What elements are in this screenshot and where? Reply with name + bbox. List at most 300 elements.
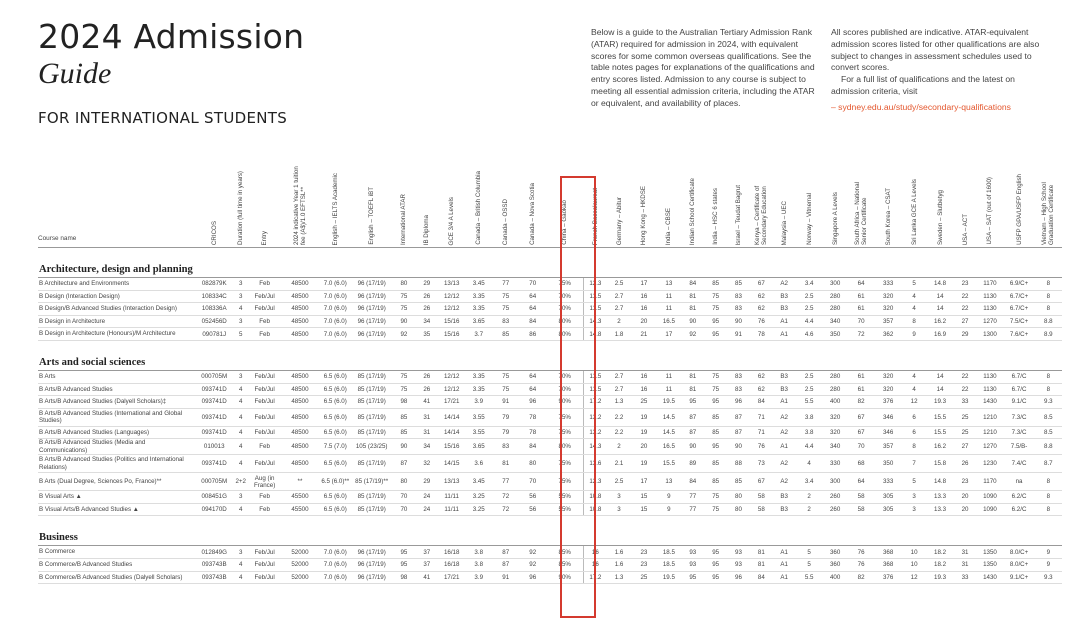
column-header-label: USA – ACT	[961, 213, 969, 245]
table-cell: 15.5	[927, 426, 954, 439]
table-cell: 8	[1035, 370, 1062, 383]
table-cell: 14	[927, 370, 954, 383]
table-cell: 12/12	[438, 290, 465, 303]
title-line1: 2024 Admission	[38, 17, 305, 56]
table-cell: 64	[519, 370, 546, 383]
table-cell: 81	[681, 370, 704, 383]
table-cell: 8.5	[1035, 426, 1062, 439]
table-body	[38, 248, 1062, 584]
table-cell: 48500	[280, 455, 320, 473]
table-cell: 83	[727, 383, 750, 396]
course-name-cell: B Arts (Dual Degree, Sciences Po, France)**	[38, 473, 196, 491]
column-header-label: Kenya – Certificate of Secondary Education	[754, 185, 769, 245]
table-cell: 48500	[280, 315, 320, 328]
table-cell: 70	[519, 473, 546, 491]
table-cell: 2.5	[796, 370, 823, 383]
table-cell: 14/14	[438, 408, 465, 426]
table-cell: 093743B	[196, 571, 232, 584]
table-cell: 362	[875, 328, 902, 341]
table-cell: 75%	[546, 455, 583, 473]
table-cell: 87	[681, 426, 704, 439]
table-cell: 1.6	[607, 558, 632, 571]
table-cell: 92	[519, 558, 546, 571]
column-header-label: International ATAR	[400, 193, 408, 245]
table-cell: 85	[704, 426, 727, 439]
table-cell: 1210	[976, 426, 1003, 439]
table-cell: 7.0 (6.0)	[320, 315, 351, 328]
table-cell: 093743B	[196, 558, 232, 571]
table-cell: 6.5 (6.0)	[320, 408, 351, 426]
table-cell: Feb/Jul	[249, 558, 280, 571]
table-cell: 360	[823, 546, 848, 559]
table-cell: 9	[656, 491, 681, 504]
table-cell: 10	[902, 558, 927, 571]
table-cell: 4	[232, 408, 249, 426]
table-cell: 4	[902, 303, 927, 316]
table-cell: 3.8	[465, 558, 492, 571]
table-cell: 3.7	[465, 328, 492, 341]
table-cell: 85 (17/19)	[351, 408, 393, 426]
course-name-cell: B Arts	[38, 370, 196, 383]
table-cell: 92	[681, 328, 704, 341]
table-cell: 95	[704, 315, 727, 328]
table-cell: 95	[704, 439, 727, 455]
table-cell: 17	[631, 473, 656, 491]
table-cell: 305	[875, 503, 902, 516]
course-name-cell: B Architecture and Environments	[38, 278, 196, 291]
table-cell: Feb/Jul	[249, 396, 280, 409]
table-cell: 3.45	[465, 278, 492, 291]
table-cell: 14	[927, 290, 954, 303]
table-row	[38, 473, 1062, 491]
table-cell: 3.25	[465, 503, 492, 516]
table-cell: 3.35	[465, 303, 492, 316]
table-cell: 19.5	[656, 396, 681, 409]
table-cell: 75	[704, 370, 727, 383]
table-cell: 17.2	[584, 571, 607, 584]
table-cell: 75	[492, 383, 519, 396]
table-cell: 17/21	[438, 396, 465, 409]
table-cell: 96	[519, 571, 546, 584]
column-header	[320, 160, 351, 248]
table-cell: 320	[823, 426, 848, 439]
table-cell: 2.2	[607, 408, 632, 426]
table-cell: 7	[902, 455, 927, 473]
table-cell: 85%	[546, 546, 583, 559]
table-cell: 80	[727, 503, 750, 516]
table-cell: 2.7	[607, 383, 632, 396]
table-cell: 093741D	[196, 408, 232, 426]
table-cell: 9	[656, 503, 681, 516]
table-cell: 1130	[976, 290, 1003, 303]
table-cell: 35	[415, 328, 438, 341]
table-cell: 093741D	[196, 396, 232, 409]
table-cell: 48500	[280, 370, 320, 383]
table-cell: 93	[681, 558, 704, 571]
table-cell: 27	[954, 315, 977, 328]
table-cell: 80%	[546, 439, 583, 455]
table-cell: 15	[631, 503, 656, 516]
table-cell: 094170D	[196, 503, 232, 516]
table-cell: 7.6/C+	[1003, 328, 1034, 341]
column-header-label: French Baccalaureat	[591, 187, 599, 245]
table-cell: 8.8	[1035, 315, 1062, 328]
table-cell: B3	[773, 370, 796, 383]
table-cell: 1.6	[607, 546, 632, 559]
table-cell: 11	[656, 290, 681, 303]
table-row	[38, 503, 1062, 516]
table-cell: 19	[631, 408, 656, 426]
table-cell: 64	[519, 303, 546, 316]
table-cell: 84	[681, 473, 704, 491]
table-cell: 7.5/C+	[1003, 315, 1034, 328]
table-cell: 37	[415, 558, 438, 571]
table-cell: 85 (17/19)	[351, 503, 393, 516]
table-cell: 67	[750, 278, 773, 291]
table-cell: 22	[954, 303, 977, 316]
table-row	[38, 315, 1062, 328]
table-cell: 3.6	[465, 455, 492, 473]
course-name-cell: B Visual Arts ▲	[38, 491, 196, 504]
table-cell: 23	[631, 558, 656, 571]
column-header-label: Norway – Vitnemal	[805, 193, 813, 245]
table-cell: 48500	[280, 396, 320, 409]
table-cell: 300	[823, 473, 848, 491]
table-cell: 16	[584, 546, 607, 559]
table-cell: 80%	[546, 315, 583, 328]
table-cell: 3.4	[796, 473, 823, 491]
table-cell: 1.3	[607, 571, 632, 584]
table-cell: 3	[232, 278, 249, 291]
column-header	[465, 160, 492, 248]
table-cell: 16/18	[438, 558, 465, 571]
table-cell: 91	[492, 571, 519, 584]
table-cell: 71	[750, 426, 773, 439]
table-cell: 84	[750, 396, 773, 409]
table-cell: 400	[823, 571, 848, 584]
table-cell: 4	[232, 396, 249, 409]
table-cell: 31	[954, 558, 977, 571]
table-cell: 15.8	[927, 455, 954, 473]
table-cell: 6.2/C	[1003, 491, 1034, 504]
table-cell: 19.3	[927, 571, 954, 584]
table-cell: 88	[727, 455, 750, 473]
table-cell: 8	[1035, 491, 1062, 504]
table-cell: 48500	[280, 303, 320, 316]
table-cell: 77	[681, 491, 704, 504]
table-cell: 80%	[546, 328, 583, 341]
table-cell: 93	[727, 558, 750, 571]
table-cell: 3.25	[465, 491, 492, 504]
column-header-label: English – TOEFL iBT	[368, 187, 376, 245]
table-cell: 1170	[976, 473, 1003, 491]
table-cell: 3.35	[465, 370, 492, 383]
table-cell: 4.6	[796, 328, 823, 341]
table-cell: 79	[492, 426, 519, 439]
table-cell: 8	[1035, 473, 1062, 491]
course-name-cell: B Commerce/B Advanced Studies (Dalyell Scholars)	[38, 571, 196, 584]
table-cell: 93	[681, 546, 704, 559]
table-cell: 6.5 (6.0)	[320, 455, 351, 473]
table-cell: 70	[519, 278, 546, 291]
table-cell: Feb/Jul	[249, 408, 280, 426]
table-cell: 23	[631, 546, 656, 559]
course-name-cell: B Design (Interaction Design)	[38, 290, 196, 303]
table-cell: A2	[773, 473, 796, 491]
table-cell: 52000	[280, 546, 320, 559]
column-header	[875, 160, 902, 248]
column-header	[656, 160, 681, 248]
table-cell: 2.1	[607, 455, 632, 473]
table-cell: B3	[773, 491, 796, 504]
column-header-label: India – CBSE	[665, 207, 673, 245]
table-cell: 55%	[546, 503, 583, 516]
table-cell: 6.5 (6.0)	[320, 503, 351, 516]
table-cell: 17	[631, 278, 656, 291]
table-cell: 4	[232, 383, 249, 396]
table-cell: 92	[392, 328, 415, 341]
table-cell: 6.5 (6.0)	[320, 426, 351, 439]
table-cell: 90	[727, 315, 750, 328]
table-cell: 7.5/B-	[1003, 439, 1034, 455]
table-cell: 87	[492, 558, 519, 571]
table-cell: 64	[848, 473, 875, 491]
table-cell: 75	[492, 303, 519, 316]
table-cell: 12/12	[438, 383, 465, 396]
table-cell: 2.7	[607, 303, 632, 316]
table-cell: 31	[954, 546, 977, 559]
table-cell: 64	[519, 290, 546, 303]
table-cell: 305	[875, 491, 902, 504]
table-cell: 7.0 (6.0)	[320, 290, 351, 303]
table-cell: 3.55	[465, 426, 492, 439]
table-cell: 75%	[546, 473, 583, 491]
table-cell: 95	[704, 571, 727, 584]
table-cell: 22	[954, 290, 977, 303]
table-cell: 10.8	[584, 503, 607, 516]
column-header: Course name	[38, 160, 196, 248]
table-row	[38, 328, 1062, 341]
table-row	[38, 546, 1062, 559]
header	[38, 18, 578, 127]
table-cell: 4.4	[796, 439, 823, 455]
table-cell: 320	[823, 408, 848, 426]
qualifications-link[interactable]: – sydney.edu.au/study/secondary-qualifications	[831, 101, 1011, 112]
table-cell: 14.5	[656, 408, 681, 426]
course-name-cell: B Arts/B Advanced Studies (Languages)	[38, 426, 196, 439]
table-cell: 3.9	[465, 571, 492, 584]
table-cell: 45500	[280, 503, 320, 516]
table-cell: 8	[902, 439, 927, 455]
table-cell: 95	[681, 396, 704, 409]
table-cell: 330	[823, 455, 848, 473]
table-cell: Aug (in France)	[249, 473, 280, 491]
table-cell: 96 (17/19)	[351, 303, 393, 316]
table-cell: 18.2	[927, 546, 954, 559]
table-cell: 9.1/C	[1003, 396, 1034, 409]
table-cell: 280	[823, 370, 848, 383]
table-cell: Feb/Jul	[249, 290, 280, 303]
table-cell: 52000	[280, 558, 320, 571]
table-cell: 2.5	[796, 303, 823, 316]
table-cell: 6.7/C	[1003, 370, 1034, 383]
column-header-label: Singapore A Levels	[831, 192, 839, 245]
table-cell: 008451G	[196, 491, 232, 504]
table-cell: Feb/Jul	[249, 303, 280, 316]
table-cell: 6.5 (6.0)	[320, 491, 351, 504]
table-cell: Feb	[249, 278, 280, 291]
table-cell: 7.3/C	[1003, 426, 1034, 439]
table-cell: 85	[704, 473, 727, 491]
table-cell: 95	[681, 571, 704, 584]
table-cell: 16/18	[438, 546, 465, 559]
table-cell: 300	[823, 278, 848, 291]
table-cell: 84	[750, 571, 773, 584]
table-cell: 5	[232, 328, 249, 341]
table-cell: 80	[392, 473, 415, 491]
table-cell: 78	[750, 328, 773, 341]
table-cell: Feb	[249, 503, 280, 516]
column-header	[249, 160, 280, 248]
table-cell: Feb	[249, 328, 280, 341]
table-cell: 4.4	[796, 315, 823, 328]
intro-text: Below is a guide to the Australian Tertiary Admission Rank (ATAR) required for admission in 2024, with equivalent scores for some common overseas qualifications. See the table notes pages for explanations of the qualifications and entry scores listed. Admission to any course is subject to meeting all essential admission criteria, including the ATAR or equivalent, and availability of places.	[591, 27, 815, 108]
table-cell: 83	[492, 315, 519, 328]
table-cell: 70%	[546, 290, 583, 303]
table-cell: 2	[796, 491, 823, 504]
table-cell: 1130	[976, 303, 1003, 316]
table-cell: 78	[519, 408, 546, 426]
table-cell: 082879K	[196, 278, 232, 291]
table-cell: 85	[492, 328, 519, 341]
table-cell: 13	[656, 473, 681, 491]
table-cell: 20	[631, 439, 656, 455]
table-cell: 3	[232, 546, 249, 559]
table-cell: 13/13	[438, 278, 465, 291]
course-name-cell: B Arts/B Advanced Studies (Dalyell Scholars)‡	[38, 396, 196, 409]
column-header	[902, 160, 927, 248]
table-cell: 75	[392, 290, 415, 303]
section-heading: Architecture, design and planning	[38, 253, 1062, 278]
notes	[831, 27, 1046, 114]
column-header	[976, 160, 1003, 248]
table-cell: 17/21	[438, 571, 465, 584]
table-cell: 5	[796, 546, 823, 559]
table-cell: 357	[875, 315, 902, 328]
table-cell: 29	[954, 328, 977, 341]
table-cell: 6.5 (6.0)	[320, 383, 351, 396]
table-cell: 48500	[280, 290, 320, 303]
column-header	[773, 160, 796, 248]
table-cell: 4	[232, 571, 249, 584]
table-cell: 8	[1035, 290, 1062, 303]
table-cell: 15/16	[438, 439, 465, 455]
table-cell: 70%	[546, 383, 583, 396]
table-cell: 22	[954, 383, 977, 396]
table-cell: 7.0 (6.0)	[320, 303, 351, 316]
table-cell: 21	[631, 328, 656, 341]
table-cell: 78	[519, 426, 546, 439]
table-cell: 85 (17/19)	[351, 383, 393, 396]
table-cell: 33	[954, 396, 977, 409]
table-cell: 8	[1035, 278, 1062, 291]
table-cell: 61	[848, 303, 875, 316]
table-cell: 90	[681, 315, 704, 328]
table-cell: 4	[232, 426, 249, 439]
table-cell: 3.35	[465, 290, 492, 303]
notes-paragraph-2: For a full list of qualifications and the latest on admission criteria, visit	[831, 74, 1015, 96]
table-cell: 3	[607, 503, 632, 516]
table-cell: 093741D	[196, 426, 232, 439]
table-row	[38, 290, 1062, 303]
column-header-label: South Korea – CSAT	[884, 187, 892, 245]
table-cell: 3.55	[465, 408, 492, 426]
column-header	[232, 160, 249, 248]
table-cell: 14.3	[584, 439, 607, 455]
table-cell: 56	[519, 503, 546, 516]
table-cell: 12/12	[438, 370, 465, 383]
table-cell: 16.2	[927, 439, 954, 455]
table-cell: 2.5	[796, 290, 823, 303]
column-header-label: Germany – Abitur	[615, 196, 623, 245]
table-cell: 87	[727, 426, 750, 439]
column-header	[823, 160, 848, 248]
table-cell: 368	[875, 558, 902, 571]
table-cell: 31	[415, 426, 438, 439]
table-cell: 320	[875, 303, 902, 316]
table-cell: 81	[750, 558, 773, 571]
table-cell: 19.5	[656, 571, 681, 584]
table-cell: 9.3	[1035, 571, 1062, 584]
table-cell: 9	[902, 328, 927, 341]
table-cell: 12	[902, 396, 927, 409]
table-cell: 82	[848, 396, 875, 409]
table-cell: 3.9	[465, 396, 492, 409]
table-cell: 95	[704, 546, 727, 559]
column-header	[280, 160, 320, 248]
column-header	[750, 160, 773, 248]
table-cell: 14.8	[927, 473, 954, 491]
table-cell: 280	[823, 383, 848, 396]
table-cell: 6.7/C+	[1003, 303, 1034, 316]
table-cell: 9	[1035, 546, 1062, 559]
table-cell: A2	[773, 455, 796, 473]
table-cell: 010013	[196, 439, 232, 455]
column-header-label: GCE 3/4 A Levels	[448, 196, 456, 245]
table-cell: 76	[750, 439, 773, 455]
table-cell: 98	[392, 396, 415, 409]
table-cell: 62	[750, 383, 773, 396]
table-cell: 350	[875, 455, 902, 473]
table-cell: 24	[415, 503, 438, 516]
table-cell: 8	[1035, 383, 1062, 396]
table-cell: 75%	[546, 408, 583, 426]
table-cell: 1270	[976, 439, 1003, 455]
admission-table	[38, 160, 1062, 584]
column-header	[681, 160, 704, 248]
table-cell: B3	[773, 303, 796, 316]
table-cell: 3.45	[465, 473, 492, 491]
table-cell: 14.8	[584, 328, 607, 341]
table-cell: 75	[704, 503, 727, 516]
table-cell: 7.0 (6.0)	[320, 328, 351, 341]
table-cell: 260	[823, 503, 848, 516]
table-cell: 8	[902, 315, 927, 328]
table-row	[38, 571, 1062, 584]
table-cell: 87	[392, 455, 415, 473]
table-cell: 090781J	[196, 328, 232, 341]
table-cell: 11.5	[584, 290, 607, 303]
